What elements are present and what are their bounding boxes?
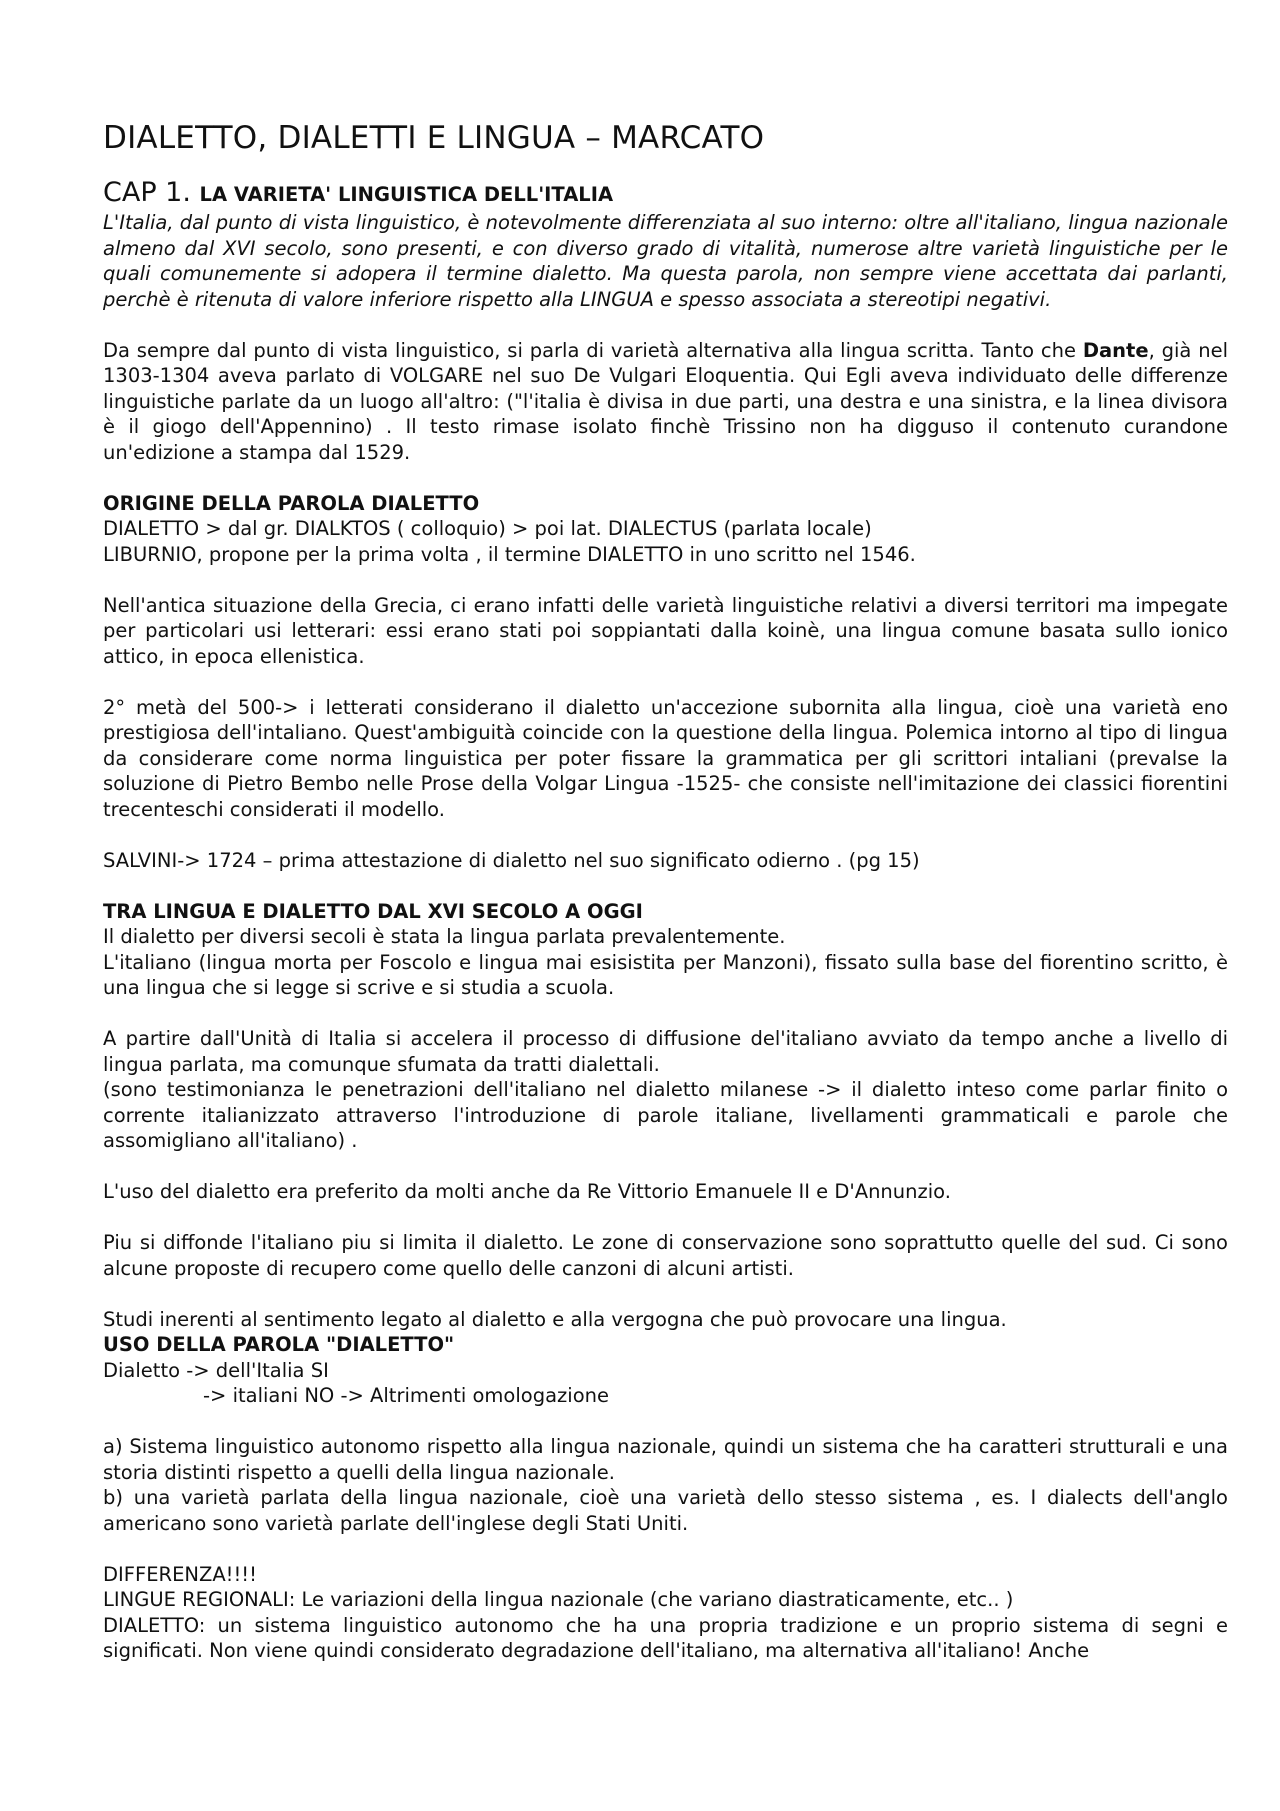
chapter-number: CAP 1.	[103, 177, 191, 208]
section-heading-tra: TRA LINGUA E DIALETTO DAL XVI SECOLO A OGGI	[103, 899, 643, 923]
uso-parola-line-2: -> italiani NO -> Altrimenti omologazione	[203, 1384, 609, 1407]
document-title: DIALETTO, DIALETTI E LINGUA – MARCATO	[103, 120, 765, 156]
etymology-line: DIALETTO > dal gr. DIALKTOS ( colloquio) > poi lat. DIALECTUS (parlata locale)	[103, 517, 872, 540]
definition-b: b) una varietà parlata della lingua nazionale, cioè una varietà dello stesso sistema , es. I dialects dell'anglo americano sono varietà parlate dell'inglese degli Stati Uniti.	[103, 1486, 1228, 1535]
piu-paragraph: Piu si diffonde l'italiano piu si limita il dialetto. Le zone di conservazione sono soprattutto quelle del sud. Ci sono alcune proposte di recupero come quello delle canzoni di alcuni artisti.	[103, 1231, 1228, 1280]
section-heading-uso-parola: USO DELLA PAROLA "DIALETTO"	[103, 1333, 455, 1356]
differenza-heading: DIFFERENZA!!!!	[103, 1562, 257, 1586]
dialetto-definition: DIALETTO: un sistema linguistico autonomo che ha una propria tradizione e un proprio sistema di segni e significati. Non viene quindi considerato degradazione dell'italiano, ma alternativa all'italiano! Anche	[103, 1613, 1228, 1662]
chapter-title: LA VARIETA' LINGUISTICA DELL'ITALIA	[199, 183, 614, 206]
lingue-regionali-line: LINGUE REGIONALI: Le variazioni della lingua nazionale (che variano diastraticamente, etc.. )	[103, 1588, 1014, 1611]
meta500-paragraph: 2° metà del 500-> i letterati considerano il dialetto un'accezione subornita alla lingua, cioè una varietà eno prestigiosa dell'intaliano. Quest'ambiguità coincide con la questione della lingua. Polemica intorno al tipo di lingua da considerare come norma linguistica per poter fissare la grammatica per gli scrittori intaliani (prevalse la soluzione di Pietro Bembo nelle Prose della Volgar Lingua -1525- che consiste nell'imitazione dei classici fiorentini trecenteschi considerati il modello.	[103, 695, 1228, 821]
dante-name: Dante	[1082, 338, 1149, 362]
unita-paragraph: A partire dall'Unità di Italia si accelera il processo di diffusione del'italiano avviato da tempo anche a livello di lingua parlata, ma comunque sfumata da tratti dialettali.	[103, 1027, 1228, 1076]
grecia-paragraph: Nell'antica situazione della Grecia, ci erano infatti delle varietà linguistiche relativi a diversi territori ma impegate per particolari usi letterari: essi erano stati poi soppiantati dalla koinè, una lingua comune basata sullo ionico attico, in epoca ellenistica.	[103, 593, 1228, 668]
tra-line-2: L'italiano (lingua morta per Foscolo e lingua mai esisistita per Manzoni), fissato sulla base del fiorentino scritto, è una lingua che si legge si scrive e si studia a scuola.	[103, 950, 1228, 999]
section-heading-origine: ORIGINE DELLA PAROLA DIALETTO	[103, 491, 480, 515]
salvini-line: SALVINI-> 1724 – prima attestazione di dialetto nel suo significato odierno . (pg 15)	[103, 848, 920, 872]
definition-a: a) Sistema linguistico autonomo rispetto alla lingua nazionale, quindi un sistema che ha caratteri strutturali e una storia distinti rispetto a quelli della lingua nazionale.	[103, 1435, 1228, 1484]
tra-line-1: Il dialetto per diversi secoli è stata la lingua parlata prevalentemente.	[103, 925, 786, 948]
uso-paragraph: L'uso del dialetto era preferito da molti anche da Re Vittorio Emanuele II e D'Annunzio.	[103, 1180, 951, 1203]
uso-parola-line-1: Dialetto -> dell'Italia SI	[103, 1358, 329, 1382]
milanese-paragraph: (sono testimonianza le penetrazioni dell'italiano nel dialetto milanese -> il dialetto inteso come parlar finito o corrente italianizzato attraverso l'introduzione di parole italiane, livellamenti grammaticali e parole che assomigliano all'italiano) .	[103, 1078, 1228, 1152]
liburnio-line: LIBURNIO, propone per la prima volta , il termine DIALETTO in uno scritto nel 1546.	[103, 542, 916, 566]
chapter-heading	[103, 178, 1228, 210]
document-body	[103, 120, 1228, 1664]
intro-paragraph: L'Italia, dal punto di vista linguistico, è notevolmente differenziata al suo interno: oltre all'italiano, lingua nazionale almeno dal XVI secolo, sono presenti, e con diverso grado di vitalità, numerose altre varietà linguistiche per le quali comunemente si adopera il termine dialetto. Ma questa parola, non sempre viene accettata dai parlanti, perchè è ritenuta di valore inferiore rispetto alla LINGUA e spesso associata a stereotipi negativi.	[103, 211, 1228, 311]
dante-paragraph: Da sempre dal punto di vista linguistico, si parla di varietà alternativa alla lingua scritta. Tanto che Dante, già nel 1303-1304 aveva parlato di VOLGARE nel suo De Vulgari Eloquentia. Qui Egli aveva individuato delle differenze linguistiche parlate da un luogo all'altro: ("l'italia è divisa in due parti, una destra e una sinistra, e la linea divisora è il giogo dell'Appennino) . Il testo rimase isolato finchè Trissino non ha digguso il contenuto curandone un'edizione a stampa dal 1529.	[103, 338, 1228, 464]
studi-line: Studi inerenti al sentimento legato al dialetto e alla vergogna che può provocare una lingua.	[103, 1307, 1007, 1331]
